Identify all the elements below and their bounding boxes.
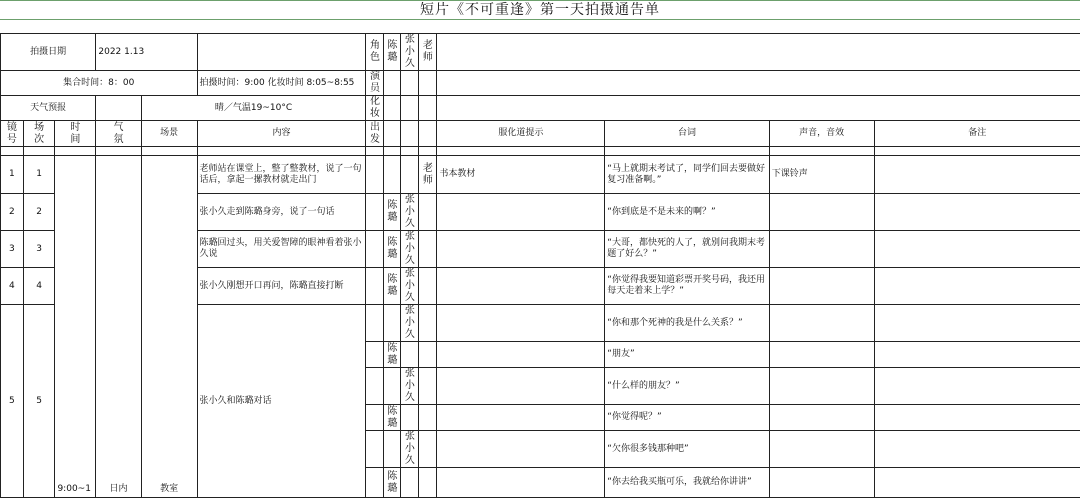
header-chufa: 出发 <box>366 121 384 147</box>
atmosphere-cell: 日内 <box>96 156 141 498</box>
page-title: 短片《不可重逢》第一天拍摄通告单 <box>0 0 1080 21</box>
role-zhangxiaojiu: 张小久 <box>401 34 419 71</box>
info-row-date <box>1 34 1080 71</box>
info-row-weather <box>1 96 1080 121</box>
call-sheet-grid <box>0 33 1080 484</box>
table-row: 1 1 9:00~1 日内 教室 老师站在课堂上，整了整教材，说了一句话后，拿起一摞教材就走出门 老师 书本教材 “马上就期末考试了，同学们回去要做好复习准备啊。” 下课铃声 <box>1 156 1080 194</box>
actor-label: 演员 <box>366 71 384 96</box>
table-row: 陈璐 “朋友” <box>1 342 1080 368</box>
makeup-label: 化妆 <box>366 96 384 121</box>
header-changci: 场次 <box>23 121 55 147</box>
scene-cell: 教室 <box>141 156 197 498</box>
shoot-date-value: 2022 1.13 <box>96 34 197 71</box>
header-neirong: 内容 <box>197 121 366 147</box>
role-teacher: 老师 <box>419 34 437 71</box>
weather-label: 天气预报 <box>1 96 96 121</box>
info-row-gather <box>1 71 1080 96</box>
table-row: 4 4 张小久刚想开口再问，陈璐直接打断 陈璐 张小久 “你觉得我要知道彩票开奖号码，我还用每天走着来上学？” <box>1 268 1080 305</box>
time-cell: 9:00~1 <box>55 156 96 498</box>
header-shengyin: 声音，音效 <box>769 121 874 147</box>
spacer-row <box>1 147 1080 156</box>
table-row: 3 3 陈璐回过头，用关爱智障的眼神看着张小久说 陈璐 张小久 “大哥，都快死的人了，就别问我期末考题了好么？” <box>1 231 1080 268</box>
role-chenlu: 陈璐 <box>384 34 401 71</box>
table-row: 张小久 “什么样的朋友？” <box>1 368 1080 405</box>
header-beizhu: 备注 <box>874 121 1080 147</box>
shoot-date-label: 拍摄日期 <box>1 34 96 71</box>
column-header-row <box>1 121 1080 147</box>
table-row: 陈璐 “你觉得呢？” <box>1 405 1080 431</box>
weather-value: 晴／气温19~10°C <box>141 96 366 121</box>
table-row: 张小久 “欠你很多钱那种吧” <box>1 431 1080 468</box>
header-changjing: 场景 <box>141 121 197 147</box>
header-taici: 台词 <box>605 121 769 147</box>
header-qifen: 气氛 <box>96 121 141 147</box>
header-jinghao: 镜号 <box>1 121 24 147</box>
table-row: 5 5 张小久和陈璐对话 张小久 “你和那个死神的我是什么关系？” <box>1 305 1080 342</box>
header-fuhua: 服化道提示 <box>437 121 605 147</box>
table-row: 2 2 张小久走到陈璐身旁，说了一句话 陈璐 张小久 “你到底是不是未来的啊？” <box>1 194 1080 231</box>
table-row: 陈璐 “你去给我买瓶可乐，我就给你讲讲” <box>1 468 1080 498</box>
shoot-time: 拍摄时间：9:00 化妆时间 8:05~8:55 <box>197 71 366 96</box>
gather-time: 集合时间：8：00 <box>1 71 198 96</box>
header-shijian: 时间 <box>55 121 96 147</box>
role-label: 角色 <box>366 34 384 71</box>
